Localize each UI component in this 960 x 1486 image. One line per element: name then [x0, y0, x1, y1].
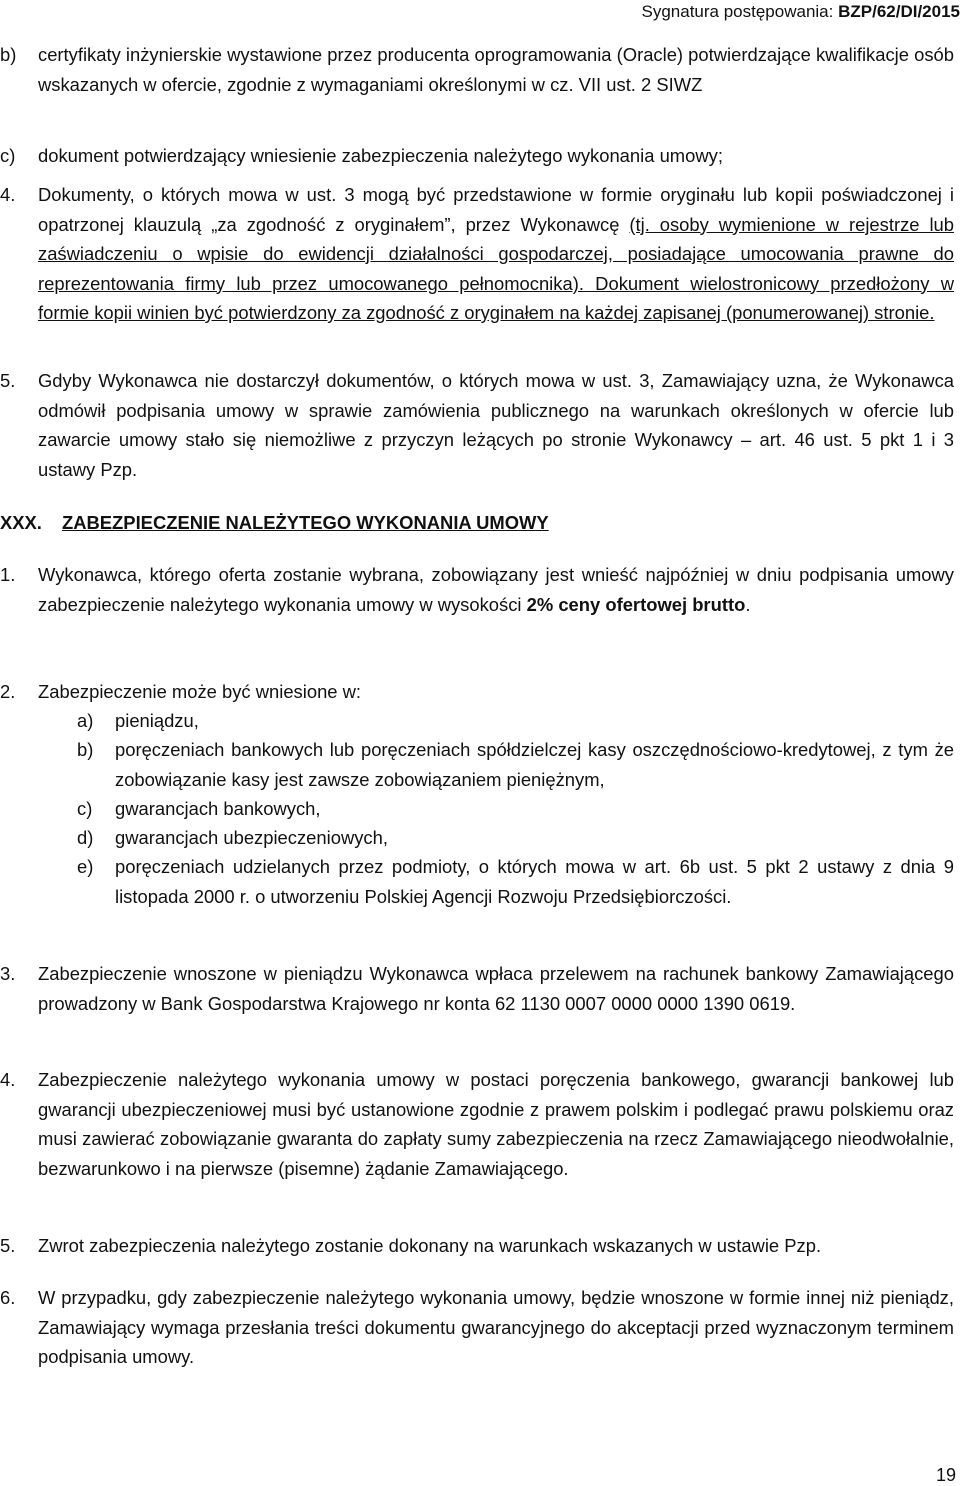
item-label: 1.: [0, 564, 16, 585]
item-label: 4.: [0, 1069, 16, 1090]
item-text: Zabezpieczenie może być wniesione w:: [38, 681, 362, 702]
item-text: Gdyby Wykonawca nie dostarczył dokumentów, o których mowa w ust. 3, Zamawiający uzna, że Wykonawca odmówił podpisania umowy w sprawie zamówienia publicznego na warunkach określonych w ofercie lub zawarcie umowy stało się niemożliwe z przyczyn leżących po stronie Wykonawcy – art. 46 ust. 5 pkt 1 i 3 ustawy Pzp.: [38, 370, 954, 480]
item-text: gwarancjach bankowych,: [115, 798, 321, 819]
item-text: poręczeniach bankowych lub poręczeniach spółdzielczej kasy oszczędnościowo-kredytowej, z tym że zobowiązanie kasy jest zawsze zobowiązaniem pieniężnym,: [115, 739, 954, 790]
text-plain: Wykonawca, którego oferta zostanie wybrana, zobowiązany jest wnieść najpóźniej w dniu podpisania umowy zabezpieczenie należytego wykonania umowy w wysokości: [38, 564, 954, 615]
item-text: gwarancjach ubezpieczeniowych,: [115, 827, 388, 848]
section-heading: [0, 508, 954, 538]
item-label: 2.: [0, 681, 16, 702]
item-label: e): [77, 856, 94, 877]
item-text: [38, 180, 954, 328]
item-label: b): [77, 739, 94, 760]
signature-value: BZP/62/DI/2015: [838, 2, 960, 21]
item-label: b): [0, 44, 17, 65]
item-label: a): [77, 710, 94, 731]
item-text: poręczeniach udzielanych przez podmioty, o których mowa w art. 6b ust. 5 pkt 2 ustawy z dnia 9 listopada 2000 r. o utworzeniu Polskiej Agencji Rozwoju Przedsiębiorczości.: [115, 856, 954, 907]
text-bold: 2% ceny ofertowej brutto: [526, 593, 746, 615]
document-header: [0, 1, 960, 23]
item-text: pieniądzu,: [115, 710, 199, 731]
item-text: [38, 560, 954, 619]
page-number: 19: [935, 1465, 956, 1485]
item-label: 3.: [0, 963, 16, 984]
item-label: c): [0, 145, 16, 166]
section-title: ZABEZPIECZENIE NALEŻYTEGO WYKONANIA UMOWY: [62, 512, 549, 533]
item-text: W przypadku, gdy zabezpieczenie należytego wykonania umowy, będzie wnoszone w formie innej niż pieniądz, Zamawiający wymaga przesłania treści dokumentu gwarancyjnego do akceptacji przed wyznaczonym terminem podpisania umowy.: [38, 1287, 954, 1367]
item-label: d): [77, 827, 94, 848]
text-end: .: [745, 593, 751, 615]
item-label: 5.: [0, 1235, 16, 1256]
item-text: dokument potwierdzający wniesienie zabezpieczenia należytego wykonania umowy;: [38, 145, 723, 166]
text-plain: Dokumenty, o których mowa w ust. 3 mogą być przedstawione w formie oryginału lub kopii poświadczonej i opatrzonej klauzulą „za zgodność z oryginałem”, przez Wykonawcę: [38, 184, 954, 235]
item-text: certyfikaty inżynierskie wystawione przez producenta oprogramowania (Oracle) potwierdzające kwalifikacje osób wskazanych w ofercie, zgodnie z wymaganiami określonymi w cz. VII ust. 2 SIWZ: [38, 44, 954, 95]
item-text: Zwrot zabezpieczenia należytego zostanie dokonany na warunkach wskazanych w ustawie Pzp.: [38, 1235, 822, 1256]
item-text: Zabezpieczenie wnoszone w pieniądzu Wykonawca wpłaca przelewem na rachunek bankowy Zamawiającego prowadzony w Bank Gospodarstwa Krajowego nr konta 62 1130 0007 0000 0000 1390 0619.: [38, 963, 954, 1014]
item-label: 6.: [0, 1287, 16, 1308]
signature-label: Sygnatura postępowania:: [641, 2, 834, 21]
text-underlined: (tj. osoby wymienione w rejestrze lub zaświadczeniu o wpisie do ewidencji działalności gospodarczej, posiadające umocowania prawne do reprezentowania firmy lub przez umocowanego pełnomocnika). Dokument wielostronicowy przedłożony w formie kopii winien być potwierdzony za zgodność z oryginałem na każdej zapisanej (ponumerowanej) stronie.: [38, 213, 954, 323]
item-text: Zabezpieczenie należytego wykonania umowy w postaci poręczenia bankowego, gwarancji bankowej lub gwarancji ubezpieczeniowej musi być ustanowione zgodnie z prawem polskim i podlegać prawu polskiemu oraz musi zawierać zobowiązanie gwaranta do zapłaty sumy zabezpieczenia na rzecz Zamawiającego nieodwołalnie, bezwarunkowo i na pierwsze (pisemne) żądanie Zamawiającego.: [38, 1069, 954, 1179]
item-label: 5.: [0, 370, 16, 391]
item-label: 4.: [0, 184, 16, 205]
section-number: XXX.: [0, 512, 42, 533]
item-label: c): [77, 798, 93, 819]
